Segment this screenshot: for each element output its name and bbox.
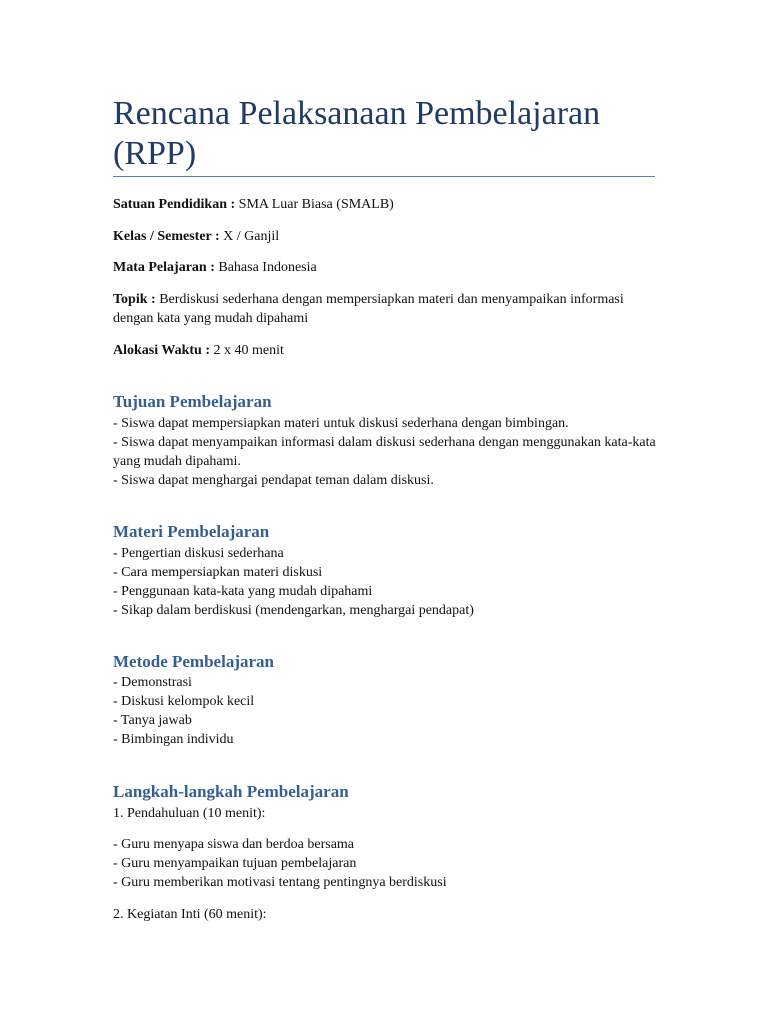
list-item: - Siswa dapat mempersiapkan materi untuk diskusi sederhana dengan bimbingan. [113, 416, 569, 431]
heading-langkah: Langkah-langkah Pembelajaran [113, 782, 349, 801]
field-value: Bahasa Indonesia [218, 260, 317, 275]
field-satuan [113, 195, 653, 214]
list-item: - Diskusi kelompok kecil [113, 694, 255, 709]
field-label: Mata Pelajaran : [113, 260, 215, 275]
list-item: - Siswa dapat menghargai pendapat teman dalam diskusi. [113, 473, 434, 488]
field-value: Berdiskusi sederhana dengan mempersiapkan materi dan menyampaikan informasi dengan kata yang mudah dipahami [113, 292, 624, 326]
title-divider [113, 176, 655, 177]
field-mapel [113, 258, 653, 277]
list-item: - Penggunaan kata-kata yang mudah dipahami [113, 584, 373, 599]
list-item: - Pengertian diskusi sederhana [113, 546, 284, 561]
field-label: Topik : [113, 292, 156, 307]
field-value: 2 x 40 menit [213, 343, 284, 358]
field-topik [113, 290, 653, 328]
step-pendahuluan: 1. Pendahuluan (10 menit): [113, 806, 266, 821]
heading-materi: Materi Pembelajaran [113, 522, 270, 541]
list-item: - Cara mempersiapkan materi diskusi [113, 565, 323, 580]
list-item: - Bimbingan individu [113, 732, 234, 747]
list-item: - Guru menyampaikan tujuan pembelajaran [113, 856, 357, 871]
list-pendahuluan [113, 835, 658, 892]
field-kelas [113, 227, 653, 246]
list-item: - Guru memberikan motivasi tentang pentingnya berdiskusi [113, 875, 447, 890]
step-inti: 2. Kegiatan Inti (60 menit): [113, 907, 267, 922]
list-tujuan [113, 414, 661, 490]
field-label: Satuan Pendidikan : [113, 197, 236, 212]
heading-tujuan: Tujuan Pembelajaran [113, 392, 272, 411]
field-value: SMA Luar Biasa (SMALB) [238, 197, 394, 212]
list-item: - Siswa dapat menyampaikan informasi dalam diskusi sederhana dengan menggunakan kata-kata yang mudah dipahami. [113, 435, 656, 469]
list-item: - Sikap dalam berdiskusi (mendengarkan, menghargai pendapat) [113, 603, 474, 618]
list-item: - Demonstrasi [113, 675, 192, 690]
list-item: - Guru menyapa siswa dan berdoa bersama [113, 837, 355, 852]
heading-metode: Metode Pembelajaran [113, 652, 274, 671]
list-metode [113, 673, 658, 749]
field-label: Alokasi Waktu : [113, 343, 210, 358]
field-label: Kelas / Semester : [113, 229, 220, 244]
list-materi [113, 544, 658, 620]
field-value: X / Ganjil [223, 229, 280, 244]
list-item: - Tanya jawab [113, 713, 192, 728]
page-title: Rencana Pelaksanaan Pembelajaran (RPP) [113, 95, 601, 172]
field-alokasi [113, 341, 653, 360]
